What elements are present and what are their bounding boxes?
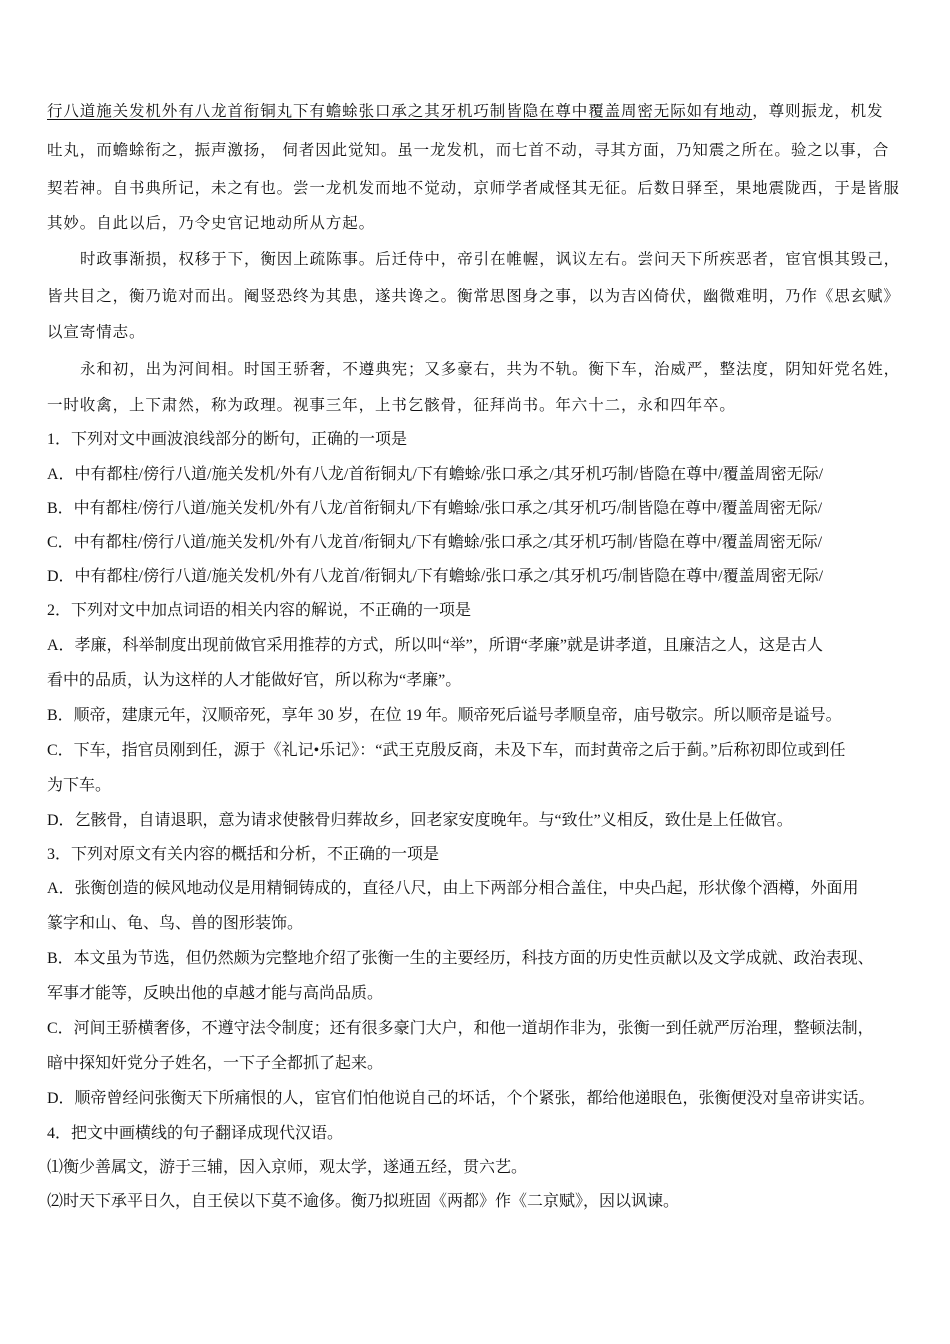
question-3-option-a: A．张衡创造的候风地动仪是用精铜铸成的，直径八尺，由上下两部分相合盖住，中央凸起，形状像个酒樽，外面用 xyxy=(47,880,859,897)
passage-line: 皆共目之，衡乃诡对而出。阉竖恐终为其患，遂共谗之。衡常思图身之事，以为吉凶倚伏，幽微难明，乃作《思玄赋》 xyxy=(47,287,900,305)
question-4-sentence-2: ⑵时天下承平日久，自王侯以下莫不逾侈。衡乃拟班固《两都》作《二京赋》，因以讽谏。 xyxy=(47,1193,680,1210)
question-3-option-d: D．顺帝曾经问张衡天下所痛恨的人，宦官们怕他说自己的坏话，个个紧张，都给他递眼色，张衡便没对皇帝讲实话。 xyxy=(47,1090,875,1107)
question-1-option-a: A．中有都柱/傍行八道/施关发机/外有八龙/首衔铜丸/下有蟾蜍/张口承之/其牙机巧制/皆隐在尊中/覆盖周密无际/ xyxy=(47,466,824,483)
question-2-option-a-cont: 看中的品质，认为这样的人才能做好官，所以称为“孝廉”。 xyxy=(47,672,462,689)
question-3-option-c: C．河间王骄横奢侈，不遵守法令制度；还有很多豪门大户，和他一道胡作非为，张衡一到任就严厉治理，整顿法制， xyxy=(47,1020,874,1037)
question-2-option-c-cont: 为下车。 xyxy=(47,777,112,794)
passage-line: 以宣寄情志。 xyxy=(47,323,146,341)
question-2-option-d: D．乞骸骨，自请退职，意为请求使骸骨归葬故乡，回老家安度晚年。与“致仕”义相反，致仕是上任做官。 xyxy=(47,812,793,829)
question-3-option-b: B．本文虽为节选，但仍然颇为完整地介绍了张衡一生的主要经历，科技方面的历史性贡献以及文学成就、政治表现、 xyxy=(47,950,874,967)
question-3-option-b-cont: 军事才能等，反映出他的卓越才能与高尚品质。 xyxy=(47,985,384,1002)
passage-line: 吐丸，而蟾蜍衔之，振声激扬， 伺者因此觉知。虽一龙发机，而七首不动，寻其方面，乃知震之所在。验之以事，合 xyxy=(47,141,890,159)
passage-line: 一时收禽，上下肃然，称为政理。视事三年，上书乞骸骨，征拜尚书。年六十二，永和四年卒。 xyxy=(47,396,736,414)
passage-text: ，尊则振龙，机发 xyxy=(752,102,884,120)
passage-line: 契若神。自书典所记，未之有也。尝一龙机发而地不觉动，京师学者咸怪其无征。后数日驿至，果地震陇西，于是皆服 xyxy=(47,179,900,197)
question-1-stem: 1．下列对文中画波浪线部分的断句，正确的一项是 xyxy=(47,431,408,448)
question-1-option-c: C．中有都柱/傍行八道/施关发机/外有八龙首/衔铜丸/下有蟾蜍/张口承之/其牙机巧制/皆隐在尊中/覆盖周密无际/ xyxy=(47,534,823,551)
question-3-option-c-cont: 暗中探知奸党分子姓名，一下子全都抓了起来。 xyxy=(47,1055,384,1072)
question-3-option-a-cont: 篆字和山、龟、鸟、兽的图形装饰。 xyxy=(47,915,304,932)
question-2-option-a: A．孝廉，科举制度出现前做官采用推荐的方式，所以叫“举”，所谓“孝廉”就是讲孝道，且廉洁之人，这是古人 xyxy=(47,637,823,654)
question-2-option-b: B．顺帝，建康元年，汉顺帝死，享年 30 岁，在位 19 年。顺帝死后谥号孝顺皇帝，庙号敬宗。所以顺帝是谥号。 xyxy=(47,707,842,724)
passage-line: 永和初，出为河间相。时国王骄奢，不遵典宪；又多豪右，共为不轨。衡下车，治威严，整法度，阴知奸党名姓， xyxy=(80,360,901,378)
underlined-sentence: 行八道施关发机外有八龙首衔铜丸下有蟾蜍张口承之其牙机巧制皆隐在尊中覆盖周密无际如有地动 xyxy=(47,102,753,120)
question-2-option-c: C．下车，指官员刚到任，源于《礼记•乐记》：“武王克殷反商，未及下车，而封黄帝之后于蓟。”后称初即位或到任 xyxy=(47,742,846,759)
question-1-option-d: D．中有都柱/傍行八道/施关发机/外有八龙首/衔铜丸/下有蟾蜍/张口承之/其牙机巧/制皆隐在尊中/覆盖周密无际/ xyxy=(47,568,824,585)
question-1-option-b: B．中有都柱/傍行八道/施关发机/外有八龙/首衔铜丸/下有蟾蜍/张口承之/其牙机巧/制皆隐在尊中/覆盖周密无际/ xyxy=(47,500,823,517)
question-4-sentence-1: ⑴衡少善属文，游于三辅，因入京师，观太学，遂通五经，贯六艺。 xyxy=(47,1159,528,1176)
passage-line xyxy=(47,101,883,121)
question-3-stem: 3．下列对原文有关内容的概括和分析，不正确的一项是 xyxy=(47,846,440,863)
question-2-stem: 2．下列对文中加点词语的相关内容的解说，不正确的一项是 xyxy=(47,602,472,619)
passage-line: 其妙。自此以后，乃令史官记地动所从方起。 xyxy=(47,214,376,232)
passage-line: 时政事渐损，权移于下，衡因上疏陈事。后迁侍中，帝引在帷幄，讽议左右。尝问天下所疾恶者，宦官惧其毁己， xyxy=(80,250,901,268)
question-4-stem: 4．把文中画横线的句子翻译成现代汉语。 xyxy=(47,1125,344,1142)
